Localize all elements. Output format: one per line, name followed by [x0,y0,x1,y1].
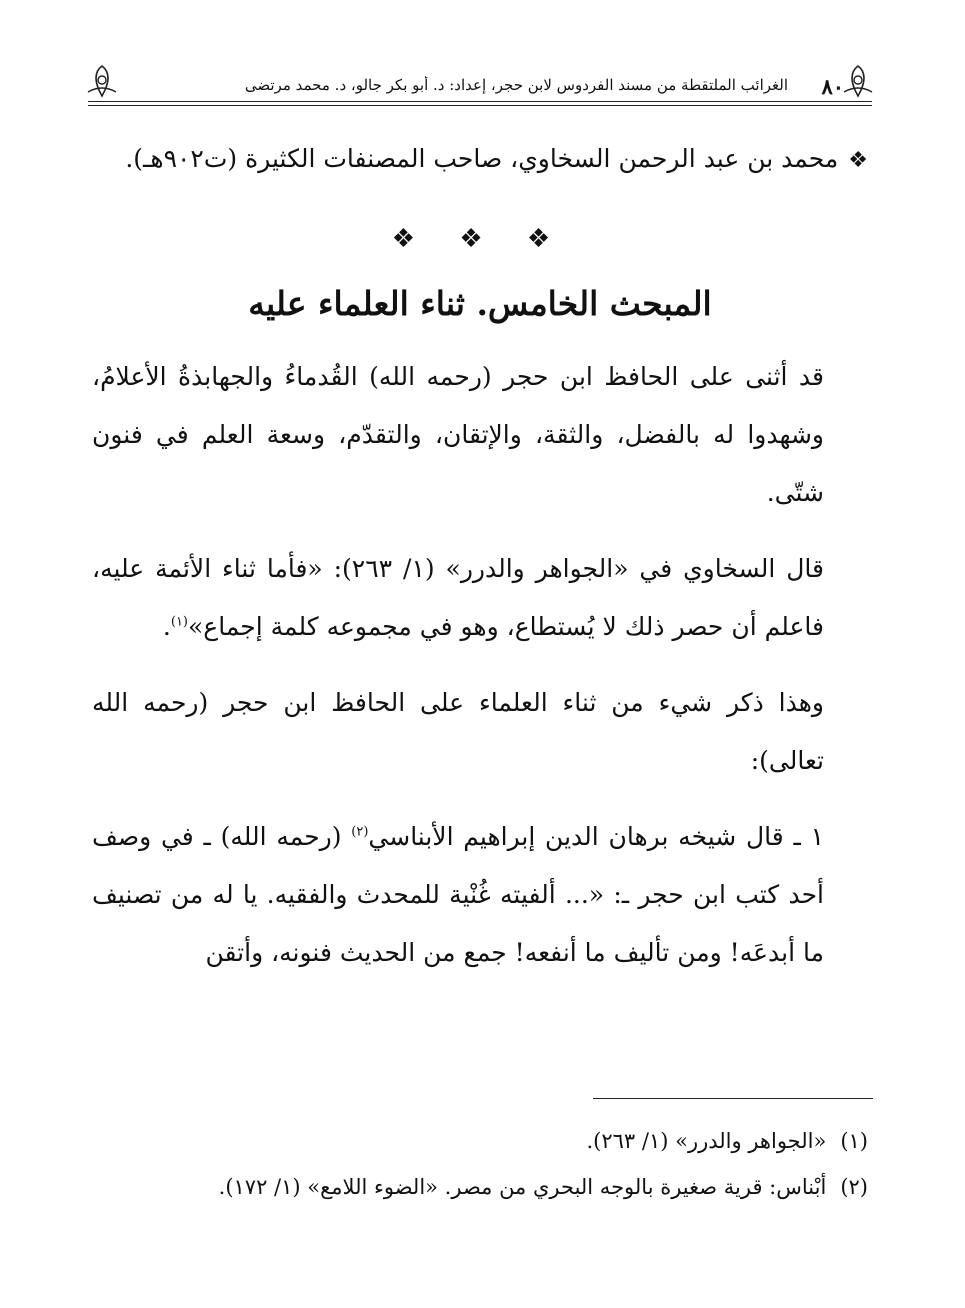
paragraph [92,540,868,656]
footnotes [92,1118,868,1210]
floral-ornament-icon [840,62,876,100]
bullet-item [92,130,868,190]
footnote-number: (١) [840,1129,868,1153]
paragraph [92,808,868,982]
paragraph [92,348,868,522]
footnote-divider [593,1098,873,1099]
paragraph-text: (رحمه الله) ـ في وصف أحد كتب ابن حجر ـ: «... ألفيته غُنْية للمحدث والفقيه. يا له من تصنيف ما أبدعَه! ومن تأليف ما أنفعه! جمع من الحديث فنونه، وأتقن [92,822,824,967]
page-header [88,60,872,108]
running-title: الغرائب الملتقطة من مسند الفردوس لابن حجر، إعداد: د. أبو بكر جالو، د. محمد مرتضى [244,76,788,94]
section-separator: ❖ ❖ ❖ [391,224,569,254]
section-title: المبحث الخامس. ثناء العلماء عليه [248,284,712,323]
footnote-number: (٢) [840,1175,868,1199]
floral-ornament-icon [84,62,120,100]
paragraph-text: قال السخاوي في «الجواهر والدرر» (١/ ٢٦٣): «فأما ثناء الأئمة عليه، فاعلم أن حصر ذلك لا يُستطاع، وهو في مجموعه كلمة إجماع» [92,554,824,641]
paragraph-text: ١ ـ قال شيخه برهان الدين إبراهيم الأبناسي [368,822,824,851]
footnote-text: «الجواهر والدرر» (١/ ٢٦٣). [586,1129,827,1153]
footnote-item [92,1118,868,1164]
footnote-ref[interactable]: (١) [170,614,188,630]
header-rule [88,101,872,102]
diamond-bullet-icon: ❖ [848,148,868,173]
bullet-text: محمد بن عبد الرحمن السخاوي، صاحب المصنفات الكثيرة (ت٩٠٢هـ). [125,144,839,173]
page-number: ٨٠ [821,74,844,99]
main-content [92,130,868,1000]
paragraph [92,674,868,790]
footnote-item [92,1164,868,1210]
paragraph-text: . [162,612,171,641]
footnote-text: أبْناس: قرية صغيرة بالوجه البحري من مصر. «الضوء اللامع» (١/ ١٧٢). [218,1175,827,1199]
paragraph-text: وهذا ذكر شيء من ثناء العلماء على الحافظ ابن حجر (رحمه الله تعالى): [92,688,824,775]
footnote-ref[interactable]: (٢) [351,824,369,840]
header-rule [88,105,872,106]
paragraph-text: قد أثنى على الحافظ ابن حجر (رحمه الله) القُدماءُ والجهابذةُ الأعلامُ، وشهدوا له بالفضل، والثقة، والإتقان، والتقدّم، وسعة العلم في فنون شتّى. [92,362,824,507]
